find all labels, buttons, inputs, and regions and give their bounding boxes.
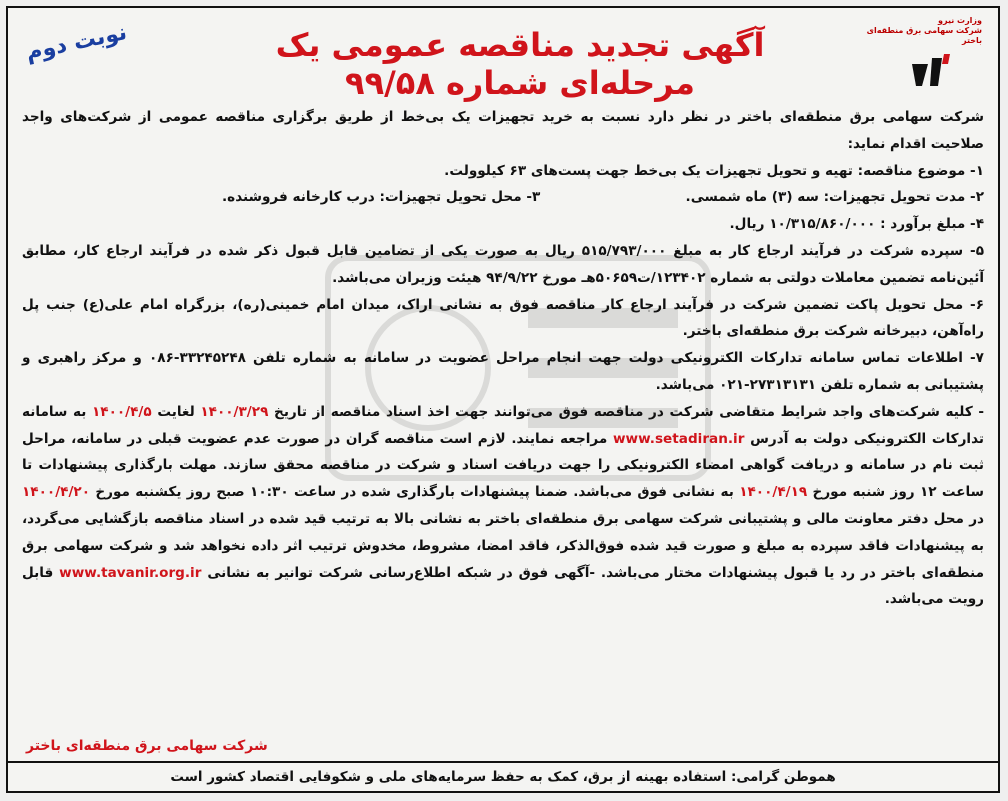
- ministry-logo: [862, 16, 982, 86]
- conditions-text-b: لغایت: [157, 403, 195, 420]
- conditions-text-c: به سامانه تدارکات الکترونیکی دولت به آدرس: [22, 403, 985, 447]
- item-2-label: ۲- مدت تحویل تجهیزات:: [823, 189, 984, 206]
- item-7: ۷- اطلاعات تماس سامانه تدارکات الکترونیکی دولت جهت انجام مراحل عضویت در سامانه به شماره تلفن ۳۳۲۴۵۲۴۸-۰۸۶ و مرکز راهبری و پشتیبانی به شماره تلفن ۲۷۳۱۳۱۳۱-۰۲۱ می‌باشد.: [22, 350, 984, 393]
- conditions-text-f: در محل دفتر معاونت مالی و پشتیبانی شرکت سهامی برق منطقه‌ای باختر به نشانی بالا به ترتیب قید شده در اسناد مناقصه بازگشایی می‌گردد، به پیشنهادات فاقد سپرده به مبلغ و صورت قید شده فوق‌الذکر، فاقد امضا، مشروط، مخدوش ترتیب اثر داده نخواهد شد و شرکت سهامی برق منطقه‌ای باختر در رد یا قبول پیشنهادات مختار می‌باشد. -آگهی فوق در شبکه اطلاع‌رسانی شرکت توانیر به نشانی: [22, 510, 985, 581]
- item-1-text: تهیه و تحویل تجهیزات یک بی‌خط جهت پست‌های ۶۳ کیلوولت.: [444, 162, 853, 179]
- advertisement-body: [22, 104, 984, 613]
- item-6: ۶- محل تحویل پاکت تضمین شرکت در فرآیند ارجاع کار مناقصه فوق به نشانی اراک، میدان امام خمینی(ره)، بزرگراه امام علی(ع) جنب پل راه‌آهن، دبیرخانه شرکت برق منطقه‌ای باختر.: [22, 296, 984, 340]
- item-3-text: درب کارخانه فروشنده.: [222, 189, 375, 206]
- tavanir-link[interactable]: www.tavanir.org.ir: [59, 564, 202, 581]
- intro-paragraph: شرکت سهامی برق منطقه‌ای باختر در نظر دارد نسبت به خرید تجهیزات یک بی‌خط از طریق برگزاری مناقصه عمومی از شرکت‌های واجد صلاحیت اقدام نماید:: [22, 109, 984, 152]
- item-3: [222, 184, 540, 211]
- items-2-3: [22, 184, 984, 211]
- tender-advertisement: [6, 6, 1000, 793]
- item-5: [22, 238, 984, 292]
- tavanir-logo-icon: [908, 50, 952, 90]
- item-4-text: ۱۰/۳۱۵/۸۶۰/۰۰۰ ریال.: [729, 216, 876, 233]
- conditions-text-a: - کلیه شرکت‌های واجد شرایط متقاضی شرکت در مناقصه فوق می‌توانند جهت اخذ اسناد مناقصه از تاریخ: [274, 403, 985, 420]
- header: [8, 8, 998, 100]
- item-2: [686, 184, 984, 211]
- item-3-label: ۳- محل تحویل تجهیزات:: [379, 189, 541, 206]
- main-conditions-paragraph: [22, 399, 984, 613]
- conditions-text-d: مراجعه نمایند. لازم است مناقصه گران در صورت عدم عضویت قبلی در سامانه، مراحل ثبت نام در سامانه و دریافت گواهی امضاء الکترونیکی را جهت دریافت اسناد و شرکت در مناقصه محقق سازند. مهلت بارگذاری پیشنهادات تا ساعت ۱۲ روز شنبه مورخ: [22, 430, 985, 501]
- item-5-label: ۵- سپرده شرکت در فرآیند ارجاع کار به مبلغ ۵۱۵/۷۹۳/۰۰۰: [581, 242, 985, 259]
- item-5-text: ریال به صورت یکی از تضامین قابل قبول ذکر شده در فرآیند ارجاع کار، مطابق آئین‌نامه تضمین معاملات دولتی به شماره ۱۲۳۴۰۲/ت۵۰۶۵۹هـ مورخ ۹۴/۹/۲۲ هیئت وزیران می‌باشد.: [22, 242, 984, 286]
- company-signature: شرکت سهامی برق منطقه‌ای باختر: [26, 738, 268, 754]
- docs-start-date: ۱۴۰۰/۳/۲۹: [200, 403, 269, 420]
- conditions-text-e: به نشانی فوق می‌باشد. ضمنا پیشنهادات بارگذاری شده در ساعت ۱۰:۳۰ صبح روز یکشنبه مورخ: [95, 484, 734, 501]
- setadiran-link[interactable]: www.setadiran.ir: [613, 430, 745, 447]
- footer-message: هموطن گرامی: استفاده بهینه از برق، کمک به حفظ سرمایه‌های ملی و شکوفایی اقتصاد کشور است: [8, 761, 998, 791]
- docs-end-date: ۱۴۰۰/۴/۵: [91, 403, 152, 420]
- item-4: [22, 211, 984, 238]
- upload-deadline-date: ۱۴۰۰/۴/۱۹: [739, 484, 808, 501]
- opening-date: ۱۴۰۰/۴/۲۰: [22, 484, 91, 501]
- item-1: [22, 158, 984, 185]
- logo-company-name: شرکت سهامی برق منطقه‌ای باختر: [866, 26, 982, 45]
- logo-ministry-name: وزارت نیرو: [938, 16, 982, 25]
- item-2-text: سه (۳) ماه شمسی.: [685, 189, 819, 206]
- page-title: آگهی تجدید مناقصه عمومی یک مرحله‌ای شماره ۹۹/۵۸: [275, 26, 765, 102]
- round-badge: نوبت دوم: [23, 19, 130, 66]
- item-1-label: ۱- موضوع مناقصه:: [857, 162, 984, 179]
- conditions-text-g: قابل رویت می‌باشد.: [22, 564, 984, 608]
- item-4-label: ۴- مبلغ برآورد :: [880, 216, 984, 233]
